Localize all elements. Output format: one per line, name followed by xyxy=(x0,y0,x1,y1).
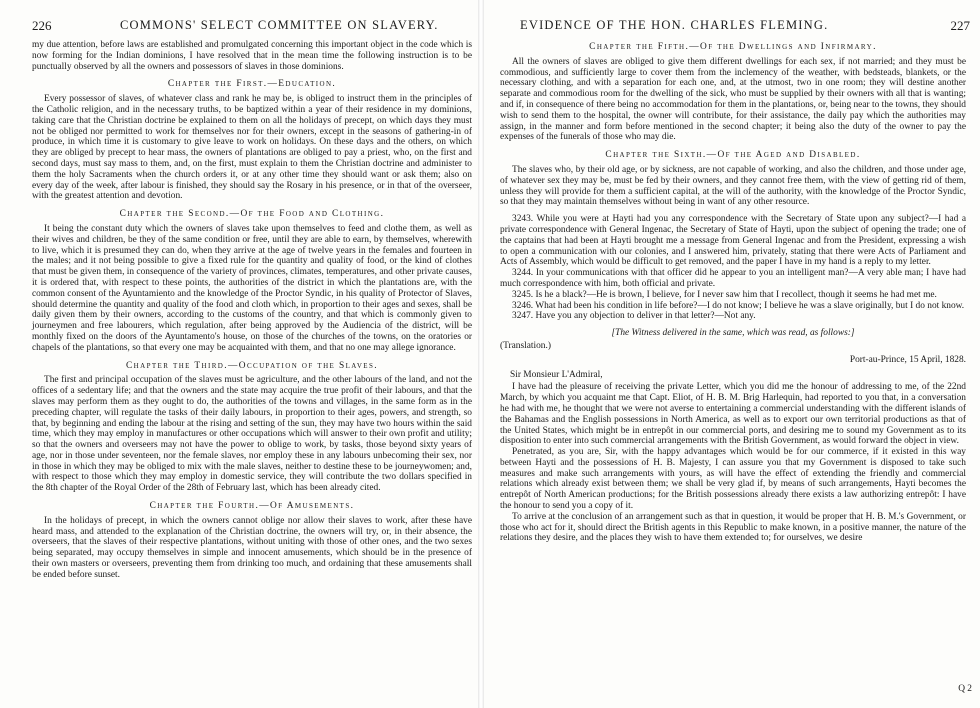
chapter-heading: Chapter the Second.—Of the Food and Clothing. xyxy=(119,209,385,220)
right-page-body xyxy=(500,40,966,544)
chapter-text: It being the constant duty which the owners of slaves take upon themselves to feed and clothe them, as well as their wives and children, be they of the same condition or free, until they are able to earn, by themselves, wherewith to live, which it is presumed they can do, when they arrive at the age of twelve years in the females and fourteen in the males; and it not being possible to give a fixed rule for the quantity and quality of food, or the kind of clothes that must be given them, in consequence of the variety of provinces, climates, temperatures, and other private causes, it is ordered that, with respect to these points, the authorities of the district in which the plantations are, with the common consent of the Ayuntamiento and the knowledge of the Proctor Syndic, in his quality of Protector of Slaves, should determine the quantity and quality of the food and cloth which, in proportion to their ages and sexes, shall be daily given them by their owners, according to the customs of the country, and that which is commonly given to journeymen and free labourers, which regulation, after being approved by the Audiencia of the district, will be monthly fixed on the doors of the Ayuntamento's house, on those of the churches of the towns, on the oratories or chapels of the plantations, so that every one may be acquainted with them, and that no one may allege ignorance. xyxy=(32,223,472,353)
continuation-paragraph: my due attention, before laws are established and promulgated concerning this important object in the code which is now forming for the Indian dominions, I have resolved that in the mean time the following instruction is to be punctually observed by all the owners and possessors of slaves in those dominions. xyxy=(32,40,472,72)
right-page xyxy=(482,0,980,708)
running-title: COMMONS' SELECT COMMITTEE ON SLAVERY. xyxy=(120,18,439,32)
chapter-text: The slaves who, by their old age, or by sickness, are not capable of working, and also the children, and those under age, of whatever sex they may be, must be fed by their owners, and they cannot free them, with the view of getting rid of them, unless they will provide for them a sufficient capital, at the will of the authority, with the knowledge of the Proctor Syndic, so that they may maintain themselves without being in want of any other resource. xyxy=(500,164,966,208)
chapter-heading: Chapter the First.—Education. xyxy=(167,79,337,90)
left-page-header xyxy=(32,18,468,34)
page-number: 226 xyxy=(32,18,52,33)
signature-mark: Q 2 xyxy=(958,684,972,694)
left-page xyxy=(0,0,480,708)
chapter-text: All the owners of slaves are obliged to give them different dwellings for each sex, if not married; and they must be commodious, and sufficiently large to cover them from the inclemency of the weather, with bedsteads, blankets, or the necessary clothing, and with a separation for each one, and, at the utmost, two in one room; they will destine another separate and commodious room for the dwelling of the sick, who must be supplied by their owners with all that is wanting; and if, in consequence of there being no accommodation for them in the plantations, or, being near to the towns, they should wish to send them to the hospital, the owner will contribute, for their assistance, the daily pay which the authorities may assign, in the manner and form before mentioned in the second chapter; it being also the duty of the owner to pay the expenses of the funerals of those who may die. xyxy=(500,56,966,143)
chapter-text: Every possessor of slaves, of whatever class and rank he may be, is obliged to instruct them in the principles of the Catholic religion, and in the necessary truths, to be baptized within a year of their residence in my dominions, taking care that the Christian doctrine be explained to them on all the holidays of precept, on which days they must not be obliged nor permitted to work for themselves nor for their owners, except in the seasons of gathering-in of produce, in which time it is customary to give leave to work on holidays. On these days and the others, on which they are obliged by precept to hear mass, the owners of plantations are obliged to pay a priest, who, on the first and second days, must say mass to them, and, on the first, must explain to them the Christian doctrine and administer to them the holy Sacraments when the church orders it, or at any other time they should want or ask them; also on every day of the week, after labour is finished, they should say the Rosary in his presence, or in that of the overseer, with the greatest attention and devotion. xyxy=(32,94,472,202)
evidence-questions xyxy=(500,214,966,322)
letter-paragraph: I have had the pleasure of receiving the private Letter, which you did me the honour of addressing to me, of the 22nd March, by which you acquaint me that Capt. Eliot, of H. B. M. Brig Harlequin, had reported to you that, in a conversation he had with me, he thought that we were not averse to entertaining a commercial understanding with the different islands of the Bahamas and the English possessions in North America, as well as to export our own territorial productions as that of the United States, which might be in entrepôt in our commercial ports, and desiring me to sound my Government as to its disposition to enter into such commercial arrangements with the British Government, as would forward the object in view. xyxy=(500,382,966,447)
letter-dateline: Port-au-Prince, 15 April, 1828. xyxy=(849,354,966,365)
evidence-item: 3243. While you were at Hayti had you any correspondence with the Secretary of State upon any subject?—I had a private correspondence with General Ingenac, the Secretary of State of Hayti, upon the subject of opening the trade; one of the captains that had been at Hayti brought me a message from General Ingenac and from the President, expressing a wish to open a communication with our colonies, and I answered him, privately, stating that there were Acts of Parliament and Acts of Assembly, which would be difficult to get removed, and the paper I have in my hand is a reply to my letter. xyxy=(500,214,966,268)
chapter-heading: Chapter the Fifth.—Of the Dwellings and Infirmary. xyxy=(589,42,877,52)
evidence-item: 3246. What had been his condition in life before?—I do not know; I believe he was a slave originally, but I do not know. xyxy=(512,300,965,311)
chapter-text: In the holidays of precept, in which the owners cannot oblige nor allow their slaves to work, after these have heard mass, and attended to the explanation of the Christian doctrine, the owners will try, or, in their absence, the overseers, that the slaves of their respective plantations, without uniting with those of other ones, and the two sexes being separated, may occupy themselves in simple and innocent amusements, which should be in the presence of their own masters or overseers, preventing them from drinking too much, and ordaining that these amusements shall be ended before sunset. xyxy=(32,515,472,580)
right-page-header xyxy=(500,18,970,34)
evidence-item: 3244. In your communications with that officer did he appear to you an intelligent man?—A very able man; I have had much correspondence with him, both official and private. xyxy=(500,268,966,289)
chapter-heading: Chapter the Fourth.—Of Amusements. xyxy=(149,501,355,512)
chapter-text: The first and principal occupation of the slaves must be agriculture, and the other labours of the land, and not the offices of a sedentary life; and that the owners and the state may acquire the true profit of their labours, and that the slaves may perform them as they ought to do, the authorities of the towns and villages, in the same form as in the preceding chapter, will regulate the tasks of their daily labours, in proportion to their ages, powers, and strength, so that, by beginning and ending the labour at the rising and setting of the sun, they may have two hours within the said time, which they may employ in manufactures or other occupations which will answer to their own profit and utility; so that the owners and overseers may not have the power to oblige to work, by tasks, those beyond sixty years of age, nor in those under seventeen, nor the female slaves, nor employ these in any labours unbecoming their sex, nor in those in which they may be obliged to mix with the male slaves, neither to destine these to be journeywomen; and, with respect to those which they may employ in domestic service, they will contribute the two dollars specified in the 8th chapter of the Royal Order of the 28th of February last, which has been already cited. xyxy=(32,375,472,494)
page-number: 227 xyxy=(950,18,970,33)
letter-salutation: Sir Monsieur L'Admiral, xyxy=(510,369,603,380)
letter-paragraph: To arrive at the conclusion of an arrangement such as that in question, it would be proper that H. B. M.'s Government, or those who act for it, should direct the British agents in this Republic to make known, in a positive manner, the nature of the relations they desire, and the places they wish to have them extended to; for ourselves, we desire xyxy=(500,511,966,544)
evidence-item: 3245. Is he a black?—He is brown, I believe, for I never saw him that I recollect, though it seems he had met me. xyxy=(512,289,937,300)
chapter-heading: Chapter the Third.—Occupation of the Slaves. xyxy=(126,360,378,371)
left-page-body xyxy=(32,40,472,581)
translation-label: (Translation.) xyxy=(500,340,551,351)
chapter-heading: Chapter the Sixth.—Of the Aged and Disabled. xyxy=(605,150,861,161)
running-title: EVIDENCE OF THE HON. CHARLES FLEMING. xyxy=(520,18,829,32)
evidence-item: 3247. Have you any objection to deliver in that letter?—Not any. xyxy=(512,311,756,322)
delivered-note: [The Witness delivered in the same, which was read, as follows:] xyxy=(611,328,855,339)
letter-paragraph: Penetrated, as you are, Sir, with the happy advantages which would be for our commerce, if it existed in this way between Hayti and the possessions of H. B. Majesty, I can assure you that my Government is disposed to take such measures and make such arrangements with yours, as will have the effect of extending the friendly and commercial relations which already exist between them; we shall be very glad if, by means of such arrangements, Hayti becomes the entrepôt of North American productions; for the British possessions already there exists a law authorizing entrepôt: I have the honour to send you a copy of it. xyxy=(500,447,966,512)
